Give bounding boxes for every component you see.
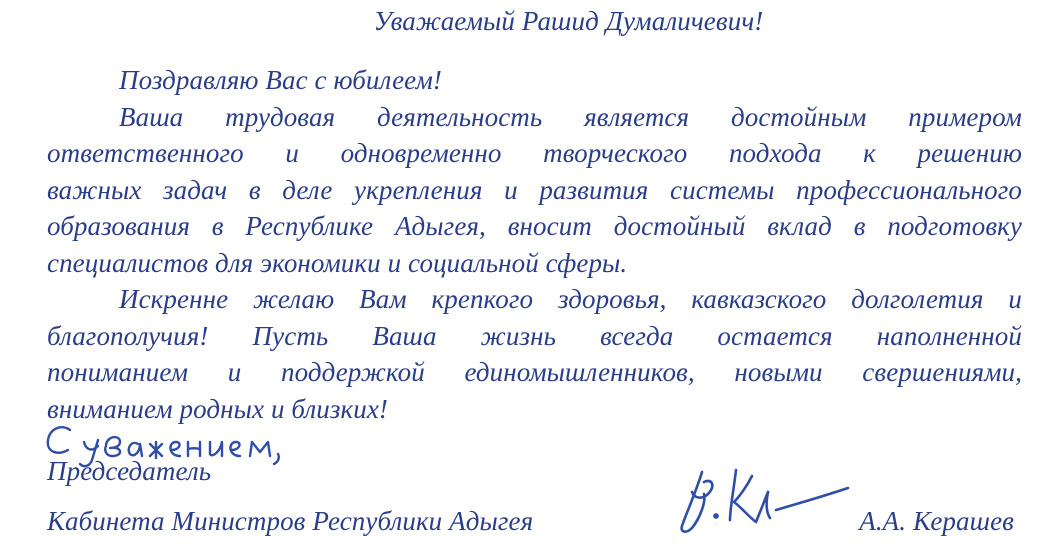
text-line: специалистов для экономики и социальной сферы. — [47, 247, 628, 278]
paragraph-achievements — [47, 99, 1022, 282]
text-line: пониманием и поддержкой единомышленников, новыми свершениями, — [47, 357, 1022, 387]
salutation: Уважаемый Рашид Думаличевич! — [373, 6, 764, 36]
letter-body — [47, 62, 1022, 427]
text-line: важных задач в деле укрепления и развития системы профессионального — [47, 174, 1022, 205]
text-line: благополучия! Пусть Ваша жизнь всегда остается наполненной — [47, 320, 1022, 351]
signatory-title-line1: Председатель — [47, 456, 212, 486]
paragraph-wishes — [47, 281, 1022, 427]
signatory-title-line2: Кабинета Министров Республики Адыгея — [47, 506, 534, 536]
paragraph-congratulation — [47, 62, 1022, 99]
text-line: образования в Республике Адыгея, вносит достойный вклад в подготовку — [47, 211, 1022, 241]
text-line: Искренне желаю Вам крепкого здоровья, кавказского долголетия и — [119, 284, 1022, 314]
text-line: Поздравляю Вас с юбилеем! — [119, 65, 442, 95]
text-line: ответственного и одновременно творческого подхода к решению — [47, 138, 1022, 168]
handwritten-signature — [672, 452, 852, 544]
text-line: вниманием родных и близких! — [47, 393, 389, 424]
signatory-name: А.А. Керашев — [859, 506, 1014, 536]
text-line: Ваша трудовая деятельность является достойным примером — [119, 101, 1022, 132]
